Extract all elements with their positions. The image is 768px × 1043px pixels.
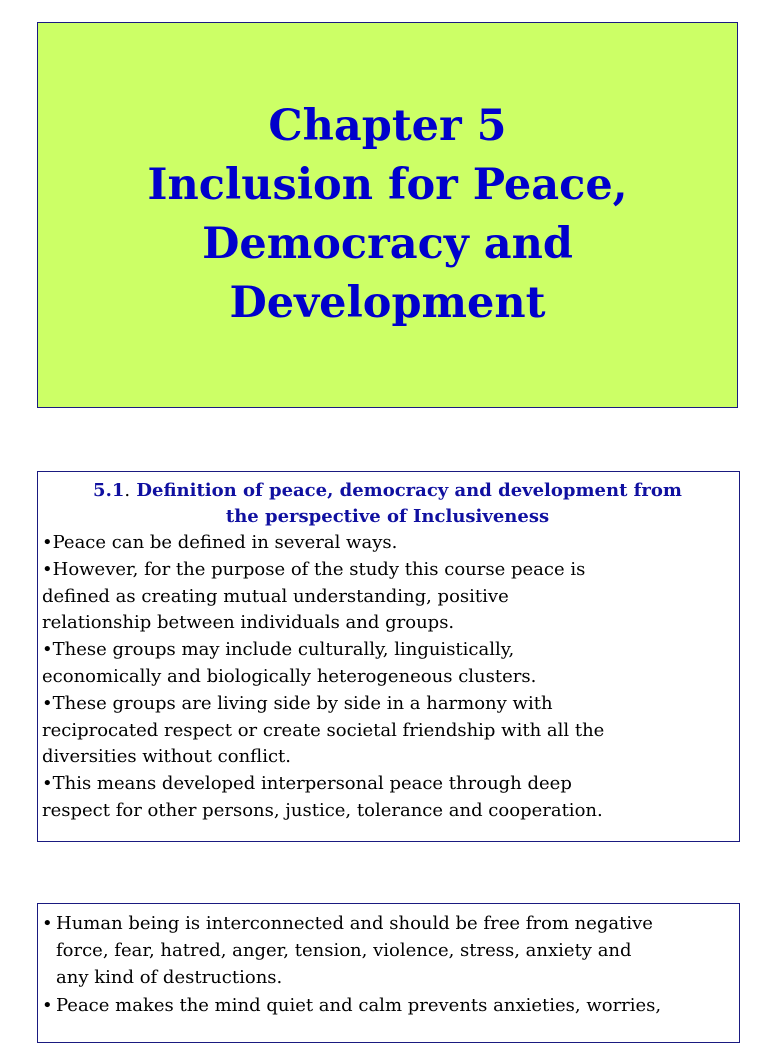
bullet-line: Human being is interconnected and should be free from negative: [56, 913, 653, 934]
definition-line: •This means developed interpersonal peace through deep: [42, 773, 572, 795]
chapter-title-line-2: Inclusion for Peace,: [147, 160, 628, 210]
bullet-marker: •: [42, 995, 53, 1017]
bullet-line: force, fear, hatred, anger, tension, violence, stress, anxiety and: [56, 939, 632, 961]
peace-bullets-slide: [37, 903, 740, 1043]
chapter-title-line-4: Development: [229, 278, 546, 328]
section-number-dot: .: [124, 480, 131, 501]
chapter-title-line-3: Democracy and: [202, 219, 573, 269]
bullet-line: Peace makes the mind quiet and calm prevents anxieties, worries,: [56, 995, 662, 1017]
definition-line: •However, for the purpose of the study this course peace is: [42, 558, 586, 580]
section-heading-line-2: the perspective of Inclusiveness: [225, 506, 550, 527]
definition-line: relationship between individuals and groups.: [42, 612, 455, 634]
definition-slide: [37, 471, 740, 842]
definition-line: diversities without conflict.: [42, 746, 291, 768]
section-heading-line-1: [42, 478, 733, 504]
bullet-line: any kind of destructions.: [56, 966, 283, 988]
definition-line: defined as creating mutual understanding, positive: [42, 585, 509, 607]
definition-line: •Peace can be defined in several ways.: [42, 532, 398, 553]
bullet-marker: •: [42, 913, 53, 934]
definition-line: economically and biologically heterogeneous clusters.: [42, 665, 537, 687]
section-heading-text: Definition of peace, democracy and development from: [130, 480, 682, 501]
definition-line: reciprocated respect or create societal friendship with all the: [42, 719, 605, 741]
definition-line: •These groups are living side by side in a harmony with: [42, 692, 553, 714]
chapter-title-line-1: Chapter 5: [268, 101, 507, 151]
bullet-item: [42, 993, 733, 1020]
section-number: 5.1: [93, 480, 125, 501]
definition-line: respect for other persons, justice, tolerance and cooperation.: [42, 799, 603, 821]
chapter-title-slide: [37, 22, 738, 408]
definition-line: •These groups may include culturally, linguistically,: [42, 639, 515, 661]
bullet-item: [42, 911, 733, 991]
